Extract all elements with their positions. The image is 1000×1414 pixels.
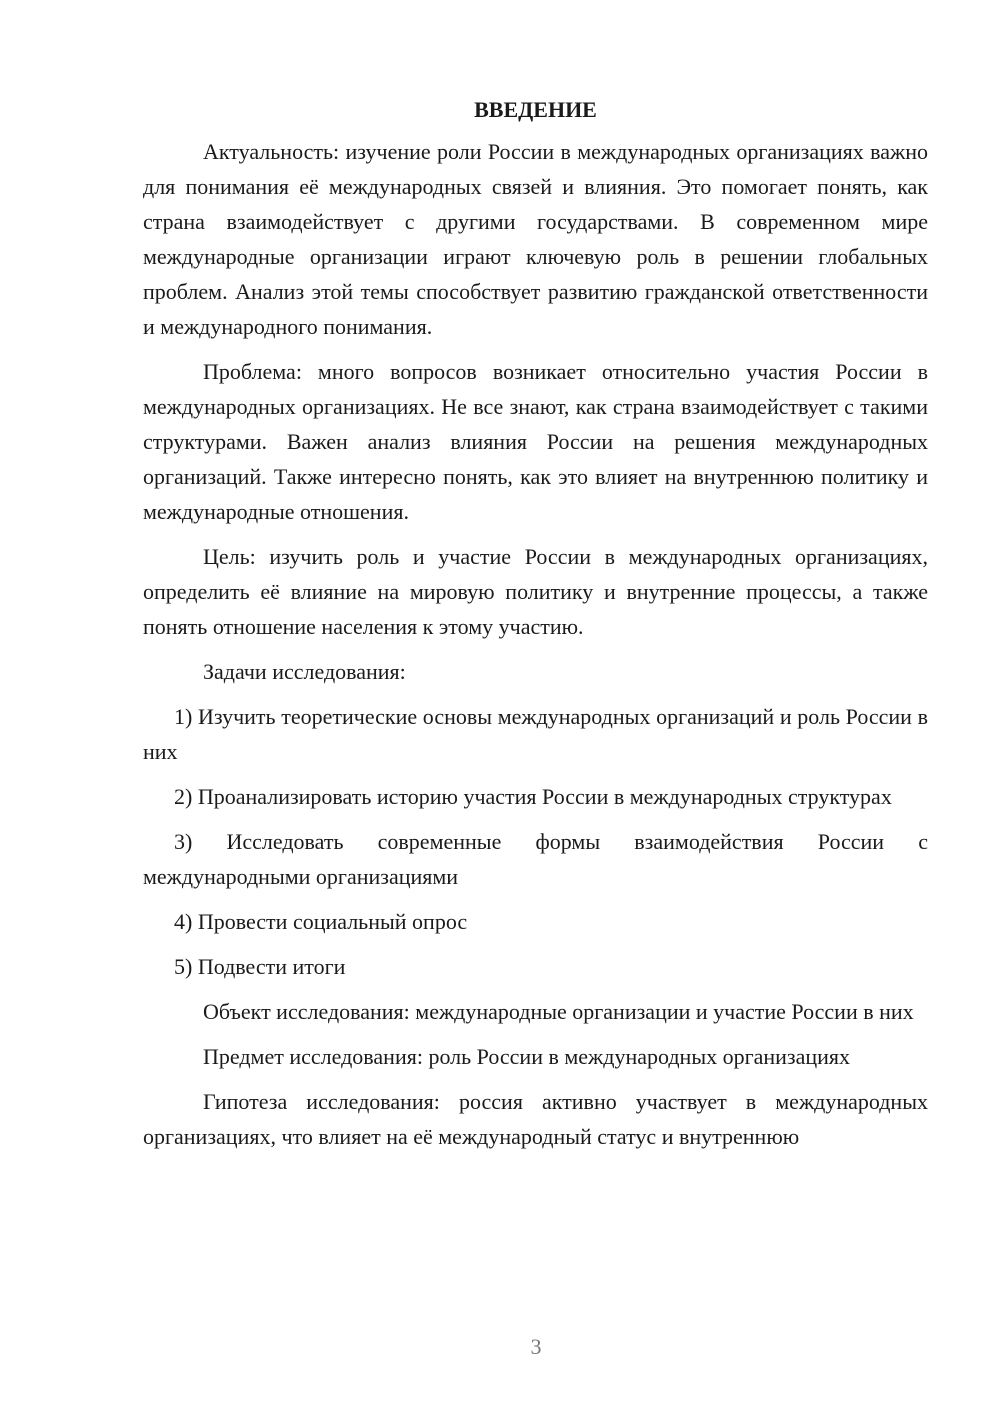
document-page (143, 92, 928, 1154)
paragraph-goal: Цель: изучить роль и участие России в международных организациях, определить её влияние на мировую политику и внутренние процессы, а также понять отношение населения к этому участию. (143, 544, 928, 639)
paragraph-problem: Проблема: много вопросов возникает относительно участия России в международных организациях. Не все знают, как страна взаимодействует с такими структурами. Важен анализ влияния России на решения международных организаций. Также интересно понять, как это влияет на внутреннюю политику и международные отношения. (143, 359, 928, 524)
page-title: ВВЕДЕНИЕ (474, 97, 597, 122)
list-item: 1) Изучить теоретические основы международных организаций и роль России в них (143, 704, 928, 764)
list-item: 5) Подвести итоги (174, 954, 346, 979)
list-item: 3) Исследовать современные формы взаимодействия России с международными организациями (143, 829, 928, 889)
list-item: 2) Проанализировать историю участия России в международных структурах (174, 784, 892, 809)
paragraph-subject: Предмет исследования: роль России в международных организациях (203, 1044, 851, 1069)
tasks-heading: Задачи исследования: (203, 659, 406, 684)
paragraph-hypothesis: Гипотеза исследования: россия активно участвует в международных организациях, что влияет на её международный статус и внутреннюю (143, 1089, 928, 1149)
paragraph-relevance: Актуальность: изучение роли России в международных организациях важно для понимания её международных связей и влияния. Это помогает понять, как страна взаимодействует с другими государствами. В современном мире международные организации играют ключевую роль в решении глобальных проблем. Анализ этой темы способствует развитию гражданской ответственности и международного понимания. (143, 139, 928, 339)
tasks-list (143, 699, 928, 984)
list-item: 4) Провести социальный опрос (174, 909, 468, 934)
paragraph-object: Объект исследования: международные организации и участие России в них (203, 999, 914, 1024)
page-number: 3 (530, 1334, 542, 1359)
